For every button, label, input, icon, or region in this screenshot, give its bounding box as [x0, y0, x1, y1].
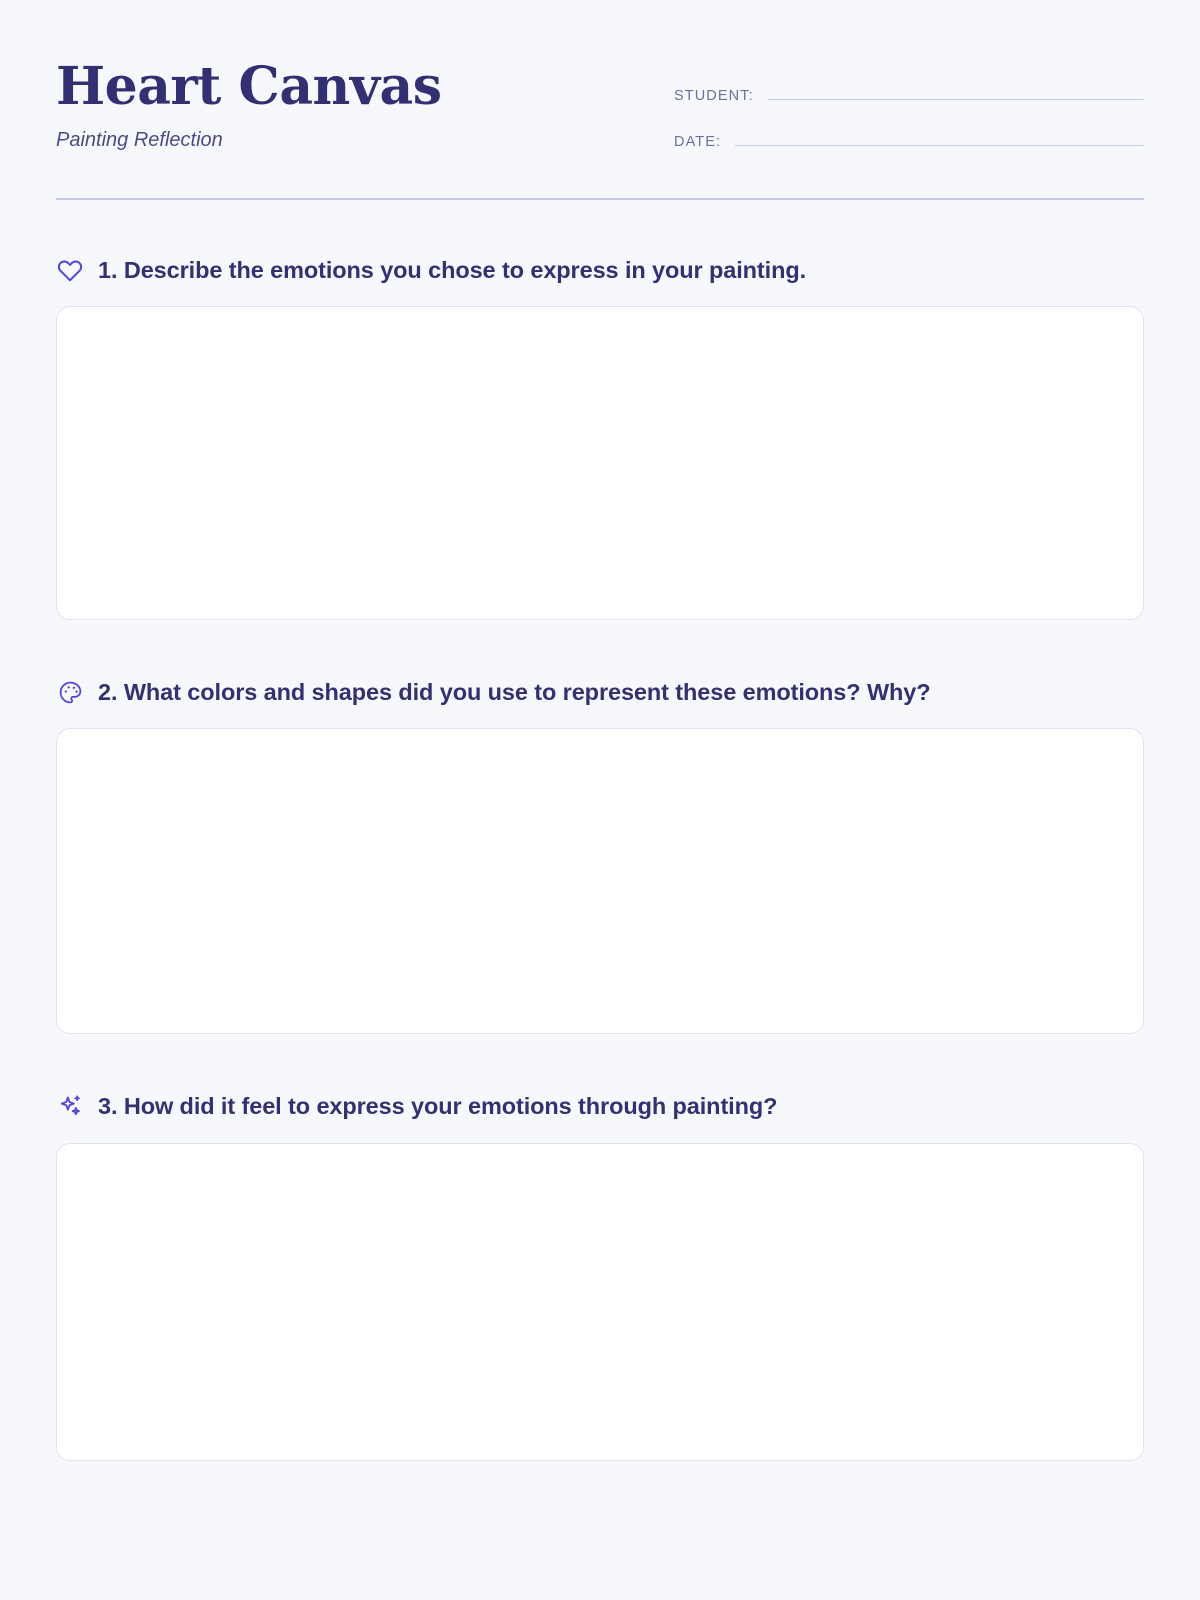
student-label: STUDENT: — [674, 88, 754, 104]
question-text-2: 2. What colors and shapes did you use to represent these emotions? Why? — [98, 679, 931, 706]
worksheet-header — [56, 56, 1144, 174]
heart-icon — [56, 256, 84, 284]
answer-input-3[interactable] — [56, 1143, 1144, 1461]
question-text-1: 1. Describe the emotions you chose to express in your painting. — [98, 257, 807, 283]
question-header-1 — [56, 256, 1144, 284]
question-block-2 — [56, 678, 1144, 1034]
date-label: DATE: — [674, 134, 722, 150]
question-header-3 — [56, 1092, 1144, 1120]
answer-input-2[interactable] — [56, 728, 1144, 1034]
page-title: Heart Canvas — [56, 56, 442, 117]
palette-icon — [56, 678, 84, 706]
header-divider — [56, 198, 1144, 200]
student-field-row — [674, 82, 1144, 104]
date-field-row — [674, 128, 1144, 150]
date-input[interactable] — [735, 128, 1144, 146]
sparkles-icon — [56, 1092, 84, 1120]
question-block-1 — [56, 256, 1144, 620]
title-block — [56, 56, 442, 152]
questions-list — [56, 256, 1144, 1461]
question-header-2 — [56, 678, 1144, 706]
answer-input-1[interactable] — [56, 306, 1144, 620]
page-subtitle: Painting Reflection — [56, 128, 223, 151]
question-block-3 — [56, 1092, 1144, 1460]
meta-block — [674, 56, 1144, 174]
question-text-3: 3. How did it feel to express your emotions through painting? — [98, 1093, 778, 1120]
student-input[interactable] — [768, 82, 1144, 100]
